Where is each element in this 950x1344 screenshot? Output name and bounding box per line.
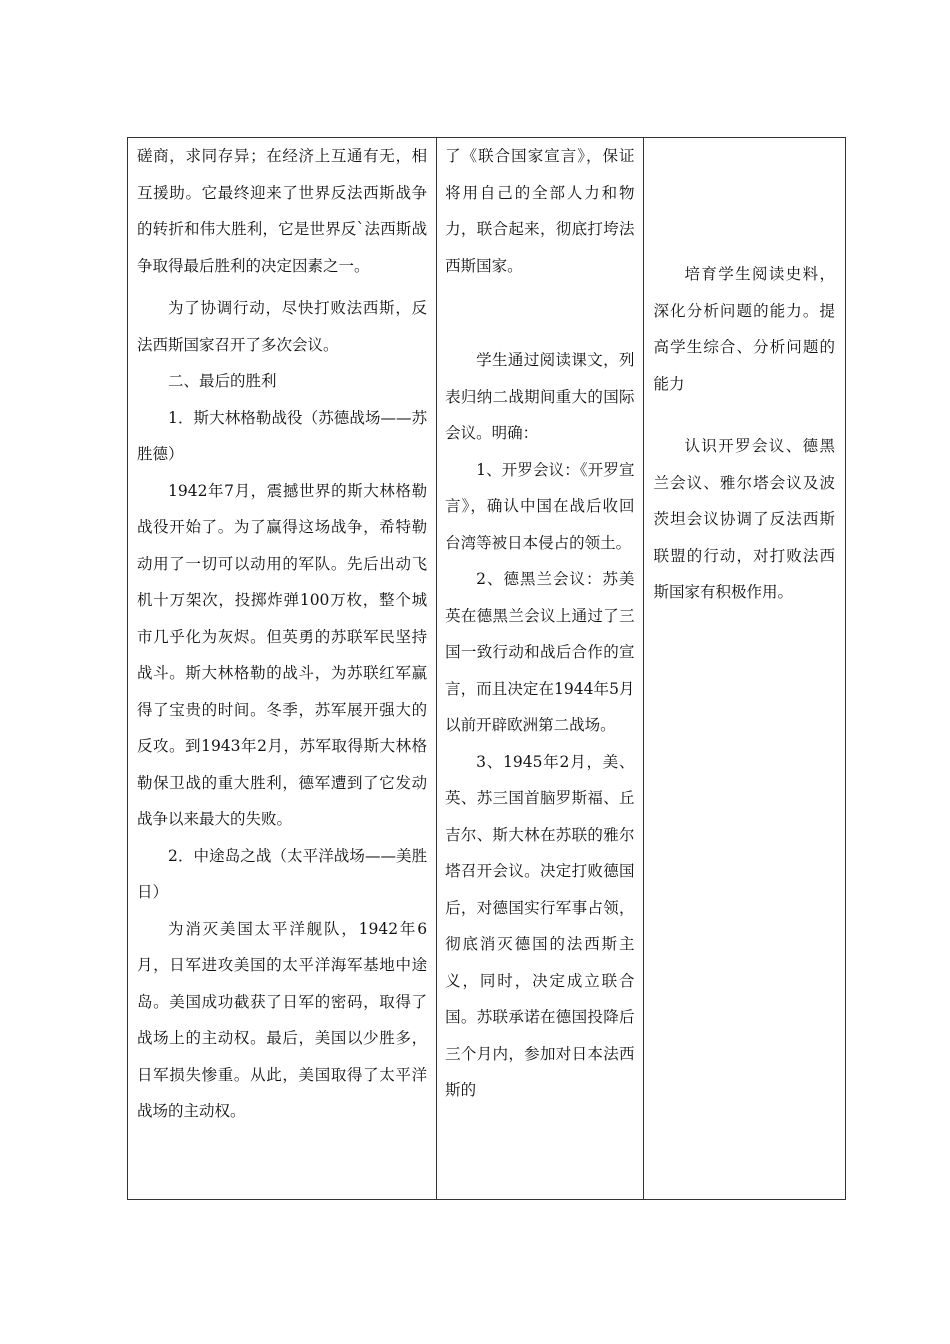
- lesson-table: [127, 137, 846, 1200]
- paragraph-conferences-intro: 为了协调行动，尽快打败法西斯，反法西斯国家召开了多次会议。: [137, 299, 428, 354]
- subheading-midway: 2．中途岛之战（太平洋战场——美胜日）: [137, 846, 428, 901]
- item-tehran-conference: 2、德黑兰会议：苏美英在德黑兰会议上通过了三国一致行动和战后合作的宣言，而且决定在1944年5月以前开辟欧洲第二战场。: [445, 570, 635, 734]
- item-yalta-conference: 3、1945年2月，美、英、苏三国首脑罗斯福、丘吉尔、斯大林在苏联的雅尔塔召开会议。决定打败德国后，对德国实行军事占领，彻底消灭德国的法西斯主义，同时，决定成立联合国。苏联承诺在德国投降后三个月内，参加对日本法西斯的: [445, 752, 635, 1099]
- subheading-stalingrad: 1．斯大林格勒战役（苏德战场——苏胜德）: [137, 408, 428, 463]
- item-cairo-conference: 1、开罗会议：《开罗宣言》，确认中国在战后收回台湾等被日本侵占的领土。: [445, 460, 635, 552]
- content-column: [128, 138, 437, 1199]
- section-heading-final-victory: 二、最后的胜利: [168, 372, 277, 390]
- paragraph-student-task: 学生通过阅读课文，列表归纳二战期间重大的国际会议。明确：: [445, 351, 635, 442]
- paragraph-stalingrad: 1942年7月，震撼世界的斯大林格勒战役开始了。为了赢得这场战争，希特勒动用了一切可以动用的军队。先后出动飞机十万架次，投掷炸弹100万枚，整个城市几乎化为灰烬。但英勇的苏联军民坚持战斗。斯大林格勒的战斗，为苏联红军赢得了宝贵的时间。冬季，苏军展开强大的反攻。到1943年2月，苏军取得斯大林格勒保卫战的重大胜利，德军遭到了它发动战争以来最大的失败。: [137, 481, 428, 828]
- student-activity-column: [437, 138, 643, 1199]
- paragraph-reading-skills: 培育学生阅读史料，深化分析问题的能力。提高学生综合、分析问题的能力: [653, 265, 835, 393]
- paragraph-midway: 为消灭美国太平洋舰队，1942年6月，日军进攻美国的太平洋海军基地中途岛。美国成功截获了日军的密码，取得了战场上的主动权。最后，美国以少胜多，日军损失惨重。从此，美国取得了太平洋战场的主动权。: [137, 919, 428, 1120]
- paragraph-conference-significance: 认识开罗会议、德黑兰会议、雅尔塔会议及波茨坦会议协调了反法西斯联盟的行动，对打败法西斯国家有积极作用。: [653, 437, 835, 601]
- paragraph-un-declaration: 了《联合国家宣言》，保证将用自己的全部人力和物力，联合起来，彻底打垮法西斯国家。: [445, 147, 635, 275]
- design-intent-column: [644, 138, 845, 1199]
- paragraph-cooperation: 磋商，求同存异；在经济上互通有无，相互援助。它最终迎来了世界反法西斯战争的转折和伟大胜利，它是世界反`法西斯战争取得最后胜利的决定因素之一。: [137, 147, 428, 275]
